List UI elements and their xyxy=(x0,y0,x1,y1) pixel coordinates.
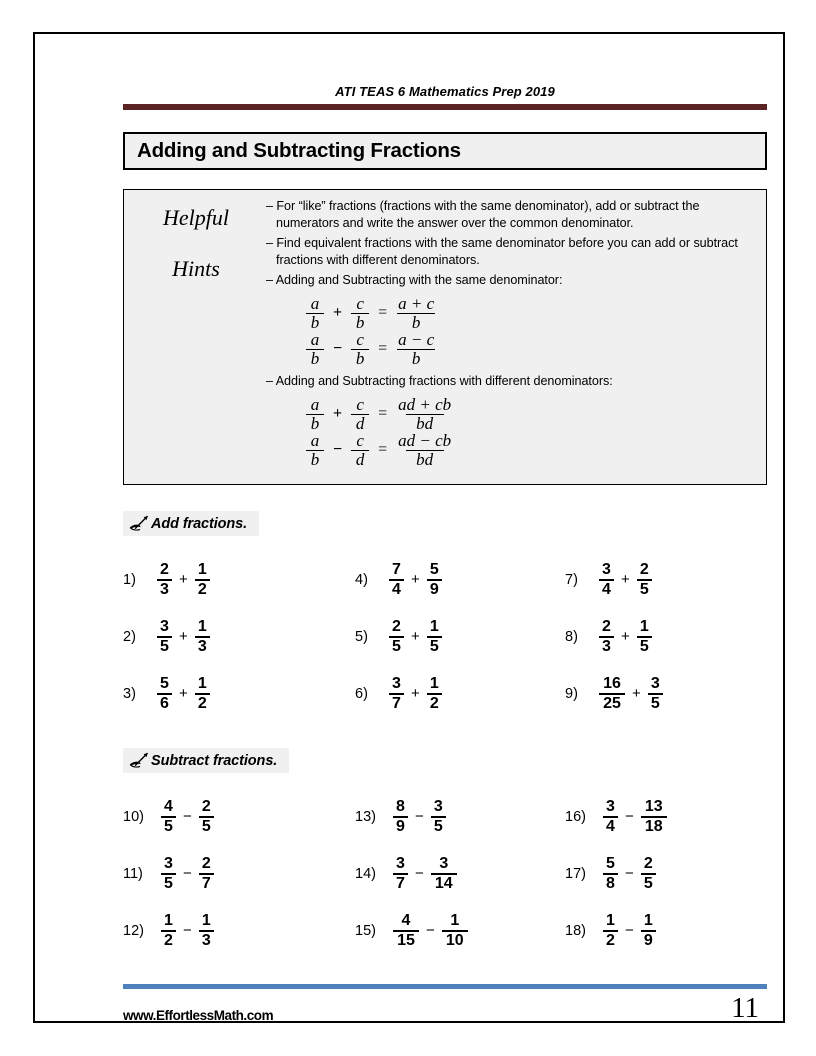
problem-item xyxy=(565,788,767,845)
fraction xyxy=(599,618,614,656)
fraction xyxy=(157,561,172,599)
problem-item xyxy=(123,608,355,665)
fraction-denominator: 2 xyxy=(195,693,210,713)
operator: + xyxy=(333,304,343,321)
fraction xyxy=(393,855,408,893)
fraction-denominator: bd xyxy=(406,450,444,468)
problem-item xyxy=(565,902,767,959)
fraction xyxy=(603,798,618,836)
problem-number: 8) xyxy=(565,628,578,645)
fraction-numerator: 1 xyxy=(201,911,211,929)
running-head: ATI TEAS 6 Mathematics Prep 2019 xyxy=(335,84,555,99)
fraction xyxy=(195,618,210,656)
problem-number: 10) xyxy=(123,808,144,825)
problem-expression xyxy=(599,561,652,599)
fraction xyxy=(157,675,172,713)
fraction-numerator: a xyxy=(310,395,320,415)
fraction-numerator: 3 xyxy=(602,560,611,578)
problem-number: 9) xyxy=(565,685,578,702)
hint-bullet-3: – Adding and Subtracting with the same denominator: xyxy=(266,273,563,287)
fraction-denominator: 6 xyxy=(157,693,172,713)
fraction-denominator: 7 xyxy=(199,873,214,893)
fraction xyxy=(199,798,214,836)
operator: + xyxy=(621,628,630,645)
operator: + xyxy=(179,628,188,645)
fraction-numerator: a xyxy=(310,330,320,350)
problem-expression xyxy=(599,675,663,713)
problem-expression xyxy=(157,675,210,713)
problem-number: 7) xyxy=(565,571,578,588)
problem-item xyxy=(355,902,565,959)
problem-expression xyxy=(161,798,214,836)
fraction xyxy=(306,432,324,468)
fraction-denominator: 3 xyxy=(199,930,214,950)
fraction-numerator: 2 xyxy=(201,854,211,872)
fraction-numerator: 1 xyxy=(643,911,653,929)
problem-number: 14) xyxy=(355,865,376,882)
formula-equation xyxy=(306,396,756,432)
formula-equation xyxy=(306,331,756,367)
equals-sign: = xyxy=(378,304,388,321)
problem-number: 17) xyxy=(565,865,586,882)
problem-expression xyxy=(389,618,442,656)
fraction-denominator: 5 xyxy=(389,636,404,656)
operator: − xyxy=(183,808,192,825)
fraction-denominator: b xyxy=(306,414,324,432)
fraction xyxy=(351,396,369,432)
directive-add-fractions xyxy=(123,511,259,536)
problem-item xyxy=(565,608,767,665)
fraction-numerator: 5 xyxy=(429,560,439,578)
fraction-denominator: 4 xyxy=(599,579,614,599)
fraction xyxy=(431,855,457,893)
fraction-denominator: 5 xyxy=(427,636,442,656)
fraction-denominator: 5 xyxy=(161,873,176,893)
fraction-numerator: 4 xyxy=(401,911,411,929)
fraction xyxy=(427,618,442,656)
fraction xyxy=(195,561,210,599)
problem-expression xyxy=(599,618,652,656)
problem-number: 4) xyxy=(355,571,368,588)
header-rule xyxy=(123,104,767,110)
problem-number: 1) xyxy=(123,571,136,588)
operator: − xyxy=(333,441,343,458)
fraction-numerator: 5 xyxy=(606,854,615,872)
problem-expression xyxy=(161,912,214,950)
helpful-hints-label xyxy=(130,198,262,474)
fraction xyxy=(393,798,408,836)
hint-bullet-1: – For “like” fractions (fractions with the same denominator), add or subtract the numerators and write the answer over the common denominator. xyxy=(266,199,700,230)
fraction-numerator: a − c xyxy=(398,330,435,350)
fraction xyxy=(393,912,419,950)
fraction xyxy=(603,912,618,950)
fraction-denominator: 18 xyxy=(641,816,667,836)
fraction-denominator: 10 xyxy=(442,930,468,950)
fraction-denominator: 2 xyxy=(195,579,210,599)
fraction-denominator: b xyxy=(397,313,435,331)
hints-label-line2: Hints xyxy=(172,256,220,282)
operator: + xyxy=(411,685,420,702)
fraction-denominator: 7 xyxy=(389,693,404,713)
problem-expression xyxy=(389,675,442,713)
problem-expression xyxy=(393,798,446,836)
fraction-denominator: 9 xyxy=(641,930,656,950)
hint-bullet-4: – Adding and Subtracting fractions with different denominators: xyxy=(266,374,613,388)
chapter-title-box xyxy=(123,132,767,170)
fraction-numerator: 5 xyxy=(160,674,169,692)
hints-label-line1: Helpful xyxy=(163,205,229,230)
fraction-numerator: c xyxy=(356,431,364,451)
fraction-numerator: 4 xyxy=(164,797,173,815)
fraction-denominator: 4 xyxy=(603,816,618,836)
operator: − xyxy=(415,865,424,882)
page-footer xyxy=(123,992,767,1024)
fraction-denominator: 5 xyxy=(161,816,176,836)
fraction xyxy=(603,855,618,893)
fraction-denominator: 5 xyxy=(637,579,652,599)
equals-sign: = xyxy=(378,441,388,458)
fraction-numerator: 1 xyxy=(639,617,649,635)
fraction xyxy=(442,912,468,950)
page-content xyxy=(123,82,767,1042)
fraction-denominator: 4 xyxy=(389,579,404,599)
fraction-denominator: 5 xyxy=(648,693,663,713)
problem-number: 13) xyxy=(355,808,376,825)
fraction-denominator: 5 xyxy=(641,873,656,893)
operator: + xyxy=(411,571,420,588)
fraction-denominator: 3 xyxy=(599,636,614,656)
fraction-numerator: 7 xyxy=(392,560,401,578)
problem-grid-subtract xyxy=(123,788,767,959)
fraction-numerator: 2 xyxy=(602,617,611,635)
problem-item xyxy=(355,608,565,665)
fraction-denominator: d xyxy=(351,414,369,432)
fraction-denominator: 7 xyxy=(393,873,408,893)
formula-equation xyxy=(306,432,756,468)
fraction-denominator: 5 xyxy=(637,636,652,656)
problem-number: 16) xyxy=(565,808,586,825)
problem-number: 3) xyxy=(123,685,136,702)
problem-number: 15) xyxy=(355,922,376,939)
fraction-denominator: 5 xyxy=(157,636,172,656)
fraction-denominator: b xyxy=(351,349,369,367)
problem-number: 18) xyxy=(565,922,586,939)
fraction-numerator: 1 xyxy=(429,617,439,635)
problem-item xyxy=(355,551,565,608)
problem-expression xyxy=(393,855,457,893)
operator: − xyxy=(625,808,634,825)
fraction-denominator: 9 xyxy=(427,579,442,599)
fraction-denominator: b xyxy=(306,313,324,331)
directive-label: Add fractions. xyxy=(151,515,248,532)
problem-number: 2) xyxy=(123,628,136,645)
fraction xyxy=(161,798,176,836)
fraction xyxy=(641,855,656,893)
fraction xyxy=(157,618,172,656)
problem-expression xyxy=(603,798,667,836)
formula-block-different-denominator xyxy=(306,396,756,468)
fraction-numerator: 1 xyxy=(429,674,439,692)
problem-number: 6) xyxy=(355,685,368,702)
operator: − xyxy=(415,808,424,825)
fraction xyxy=(396,396,453,432)
problem-expression xyxy=(603,855,656,893)
operator: + xyxy=(179,685,188,702)
directive-subtract-fractions xyxy=(123,748,289,773)
operator: + xyxy=(411,628,420,645)
fraction xyxy=(396,331,436,367)
fraction xyxy=(351,331,369,367)
fraction-numerator: 3 xyxy=(439,854,449,872)
fraction xyxy=(199,912,214,950)
footer-rule xyxy=(123,984,767,989)
problem-item xyxy=(355,665,565,722)
problem-grid-add xyxy=(123,551,767,722)
page-number: 11 xyxy=(731,992,759,1024)
fraction-numerator: a xyxy=(310,431,320,451)
fraction-numerator: 3 xyxy=(392,674,401,692)
operator: − xyxy=(625,865,634,882)
operator: − xyxy=(426,922,435,939)
operator: + xyxy=(632,685,641,702)
fraction-numerator: 3 xyxy=(433,797,443,815)
problem-item xyxy=(123,665,355,722)
fraction-numerator: 3 xyxy=(650,674,660,692)
fraction-denominator: 5 xyxy=(431,816,446,836)
pen-writing-icon xyxy=(128,515,149,532)
formula-block-same-denominator xyxy=(306,295,756,367)
fraction-numerator: 1 xyxy=(197,617,207,635)
fraction xyxy=(161,912,176,950)
fraction-denominator: bd xyxy=(406,414,444,432)
equals-sign: = xyxy=(378,405,388,422)
operator: − xyxy=(183,922,192,939)
fraction xyxy=(637,618,652,656)
fraction-numerator: 1 xyxy=(606,911,615,929)
helpful-hints-body xyxy=(262,198,756,474)
problem-item xyxy=(565,665,767,722)
problem-item xyxy=(565,551,767,608)
problem-item xyxy=(123,551,355,608)
fraction-numerator: 3 xyxy=(606,797,615,815)
fraction xyxy=(427,561,442,599)
operator: + xyxy=(179,571,188,588)
problem-item xyxy=(355,845,565,902)
problem-expression xyxy=(157,561,210,599)
fraction-numerator: ad + cb xyxy=(398,395,452,415)
problem-number: 11) xyxy=(123,865,143,882)
fraction-denominator: b xyxy=(397,349,435,367)
fraction xyxy=(351,432,369,468)
problem-expression xyxy=(389,561,442,599)
equals-sign: = xyxy=(378,340,388,357)
fraction-numerator: 3 xyxy=(396,854,405,872)
fraction xyxy=(599,561,614,599)
problem-expression xyxy=(161,855,214,893)
fraction-denominator: 9 xyxy=(393,816,408,836)
problem-number: 5) xyxy=(355,628,368,645)
fraction xyxy=(431,798,446,836)
fraction-denominator: b xyxy=(306,349,324,367)
problem-number: 12) xyxy=(123,922,144,939)
fraction xyxy=(351,295,369,331)
problem-expression xyxy=(157,618,210,656)
directive-label: Subtract fractions. xyxy=(151,752,278,769)
fraction-numerator: c xyxy=(356,330,364,350)
formula-equation xyxy=(306,295,756,331)
fraction-numerator: 2 xyxy=(392,617,401,635)
fraction xyxy=(637,561,652,599)
problem-expression xyxy=(603,912,656,950)
fraction-denominator: 3 xyxy=(157,579,172,599)
fraction-denominator: 3 xyxy=(195,636,210,656)
fraction-denominator: 8 xyxy=(603,873,618,893)
problem-item xyxy=(123,845,355,902)
operator: + xyxy=(621,571,630,588)
fraction xyxy=(641,798,667,836)
page-title: Adding and Subtracting Fractions xyxy=(137,139,461,162)
fraction-numerator: 1 xyxy=(450,911,460,929)
fraction-numerator: a + c xyxy=(398,294,435,314)
fraction-denominator: 2 xyxy=(161,930,176,950)
fraction-denominator: 2 xyxy=(603,930,618,950)
fraction xyxy=(306,295,324,331)
fraction xyxy=(389,561,404,599)
fraction-numerator: 1 xyxy=(197,674,207,692)
problem-item xyxy=(123,902,355,959)
problem-item xyxy=(355,788,565,845)
fraction xyxy=(396,432,453,468)
fraction-denominator: 25 xyxy=(599,693,625,713)
fraction xyxy=(161,855,176,893)
hint-bullet-2: – Find equivalent fractions with the same denominator before you can add or subtract fractions with different denominators. xyxy=(266,236,738,267)
problem-item xyxy=(565,845,767,902)
fraction-numerator: 3 xyxy=(160,617,169,635)
fraction xyxy=(389,675,404,713)
pen-writing-icon xyxy=(128,752,149,769)
fraction-numerator: c xyxy=(356,294,364,314)
helpful-hints-box xyxy=(123,189,767,485)
fraction xyxy=(389,618,404,656)
fraction-denominator: 5 xyxy=(199,816,214,836)
operator: − xyxy=(183,865,192,882)
footer-website[interactable]: www.EffortlessMath.com xyxy=(123,1007,274,1023)
page-border xyxy=(33,32,785,1023)
fraction xyxy=(199,855,214,893)
fraction-numerator: a xyxy=(310,294,320,314)
fraction xyxy=(641,912,656,950)
operator: − xyxy=(333,340,343,357)
fraction-numerator: ad − cb xyxy=(398,431,452,451)
fraction xyxy=(599,675,625,713)
fraction-numerator: 1 xyxy=(197,560,207,578)
fraction-numerator: 2 xyxy=(201,797,211,815)
fraction-numerator: 2 xyxy=(643,854,653,872)
fraction-numerator: 8 xyxy=(396,797,405,815)
fraction xyxy=(306,396,324,432)
fraction xyxy=(195,675,210,713)
fraction-numerator: c xyxy=(356,395,364,415)
fraction-numerator: 1 xyxy=(164,911,173,929)
fraction-numerator: 13 xyxy=(644,797,663,815)
fraction-denominator: 2 xyxy=(427,693,442,713)
operator: + xyxy=(333,405,343,422)
fraction xyxy=(306,331,324,367)
fraction-denominator: d xyxy=(351,450,369,468)
fraction-denominator: b xyxy=(351,313,369,331)
problem-item xyxy=(123,788,355,845)
fraction-denominator: b xyxy=(306,450,324,468)
fraction-numerator: 2 xyxy=(160,560,169,578)
fraction xyxy=(396,295,436,331)
fraction-denominator: 14 xyxy=(431,873,457,893)
fraction xyxy=(648,675,663,713)
fraction-numerator: 16 xyxy=(603,674,621,692)
fraction xyxy=(427,675,442,713)
fraction-numerator: 2 xyxy=(639,560,649,578)
operator: − xyxy=(625,922,634,939)
fraction-numerator: 3 xyxy=(164,854,173,872)
fraction-denominator: 15 xyxy=(393,930,419,950)
problem-expression xyxy=(393,912,468,950)
